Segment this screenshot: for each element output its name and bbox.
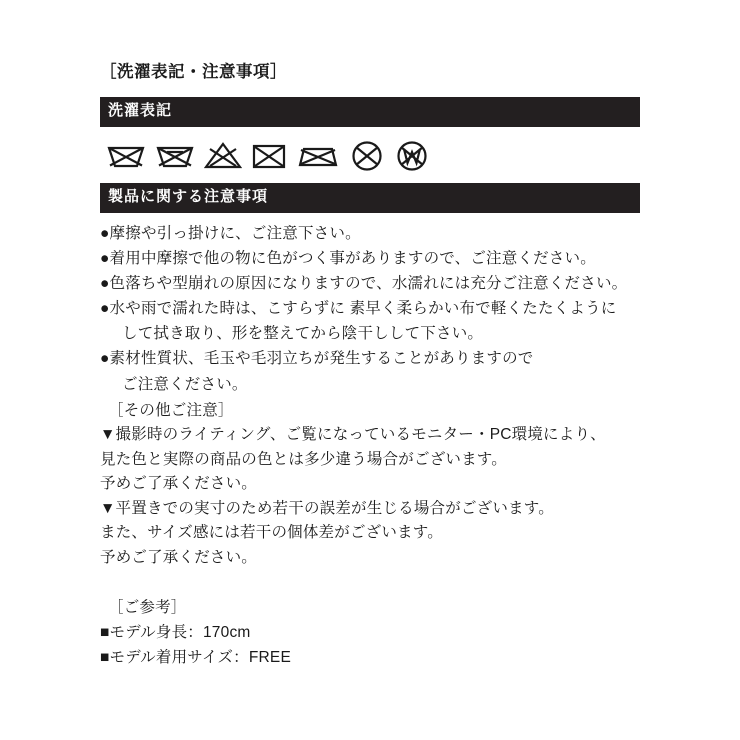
wet-clean-prohibited-icon xyxy=(394,139,430,173)
dry-clean-prohibited-icon xyxy=(349,139,385,173)
list-item: ●水や雨で濡れた時は、こすらずに 素早く柔らかい布で軽くたたくように xyxy=(100,300,617,318)
care-symbol-row xyxy=(100,127,640,183)
list-item-continuation: ご注意ください。 xyxy=(122,375,248,393)
care-section-heading: 洗濯表記 xyxy=(100,97,640,127)
other-notes-line: ▼平置きでの実寸のため若干の誤差が生じる場合がございます。 xyxy=(100,499,554,517)
precautions-section-heading: 製品に関する注意事項 xyxy=(100,183,640,213)
reference-line-model-height: ■モデル身長：170cm xyxy=(100,623,251,641)
other-notes-section xyxy=(100,399,640,570)
other-notes-line: 見た色と実際の商品の色とは多少違う場合がございます。 xyxy=(100,450,507,468)
reference-line-model-size: ■モデル着用サイズ：FREE xyxy=(100,648,291,666)
other-notes-line: ▼撮影時のライティング、ご覧になっているモニター・PC環境により、 xyxy=(100,426,606,444)
list-item: ●着用中摩擦で他の物に色がつく事がありますので、ご注意ください。 xyxy=(100,250,596,268)
list-item: ●色落ちや型崩れの原因になりますので、水濡れには充分ご注意ください。 xyxy=(100,275,628,293)
list-item: ●摩擦や引っ掛けに、ご注意下さい。 xyxy=(100,224,361,242)
reference-heading: ［ご参考］ xyxy=(108,599,187,617)
hand-wash-prohibited-icon xyxy=(155,139,195,173)
bleach-prohibited-icon xyxy=(204,139,242,173)
list-item-continuation: して拭き取り、形を整えてから陰干しして下さい。 xyxy=(122,325,484,343)
other-notes-heading: ［その他ご注意］ xyxy=(108,401,234,419)
iron-prohibited-icon xyxy=(296,139,340,173)
other-notes-line: 予めご了承ください。 xyxy=(100,548,258,566)
list-item: ●素材性質状、毛玉や毛羽立ちが発生することがありますので xyxy=(100,350,534,368)
precautions-list xyxy=(100,221,640,397)
page-title: ［洗濯表記・注意事項］ xyxy=(100,63,287,81)
reference-section xyxy=(100,596,640,670)
other-notes-line: また、サイズ感には若干の個体差がございます。 xyxy=(100,524,443,542)
other-notes-line: 予めご了承ください。 xyxy=(100,475,258,493)
tumble-dry-prohibited-icon xyxy=(251,139,287,173)
machine-wash-prohibited-icon xyxy=(106,139,146,173)
